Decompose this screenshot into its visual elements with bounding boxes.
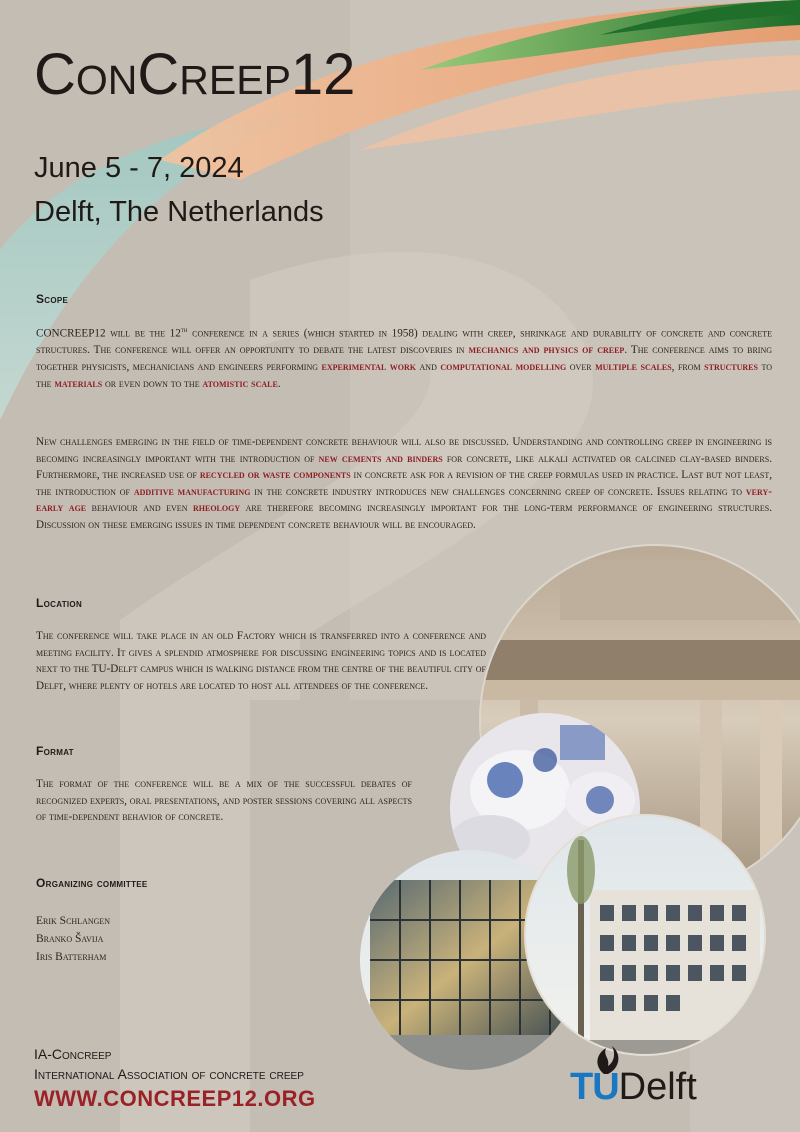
highlighted-term: additive manufacturing [133, 485, 251, 498]
format-heading: Format [36, 744, 74, 758]
highlighted-term: computational modelling [440, 360, 567, 373]
scope-paragraph-1 [36, 322, 772, 392]
highlighted-term: materials [54, 377, 103, 390]
logo-tu: TU [570, 1066, 619, 1108]
logo-delft: Delft [618, 1066, 697, 1108]
text-run: CONCREEP12 will be the 12 [36, 327, 181, 340]
text-run: in the concrete industry introduces new challenges concerning creep of concrete. Issues relating to [250, 485, 746, 498]
location-heading: Location [36, 596, 83, 610]
highlighted-term: rheology [193, 502, 241, 515]
tudelft-logo-text [570, 1066, 697, 1109]
committee-member: Branko Šavija [36, 933, 104, 945]
highlighted-term: very-early age [36, 485, 772, 515]
committee-heading: Organizing committee [36, 876, 148, 890]
highlighted-term: structures [704, 360, 758, 373]
website-link[interactable]: WWW.CONCREEP12.ORG [34, 1086, 316, 1111]
location-paragraph: The conference will take place in an old Factory which is transferred into a conference and meeting facility. It gives a splendid atmosphere for discussing engineering topics and is located next to the TU-Delft campus which is walking distance from the centre of the beautiful city of Delft, where plenty of hotels are located to host all attendees of the conference. [36, 630, 486, 692]
text-run: conference in a series (which started in 1958) dealing with creep, shrinkage and durability of concrete and concrete structures. The conference will offer an opportunity to debate the latest discoveries in [36, 327, 773, 357]
text-run: New challenges emerging in the field of time-dependent concrete behaviour will also be discussed. Understanding and controlling creep in engineering is becoming increasingly important with the introduction of [36, 436, 772, 465]
text-run: in concrete ask for a revision of the creep formulas used in practice. Last but not least, the introduction of [36, 469, 773, 498]
text-run: to the [36, 360, 772, 390]
text-run: for concrete, like alkali activated or calcined clay-based binders. Furthermore, the increased use of [36, 452, 773, 482]
text-run: are therefore becoming increasingly important for the long-term performance of engineering structures. Discussion on these emerging issues in time dependent concrete behaviour will be encouraged. [36, 502, 772, 531]
text-run: th [180, 326, 188, 334]
text-run: or even down to the [102, 377, 203, 390]
text-run: . [277, 377, 281, 390]
highlighted-term: multiple scales [595, 360, 672, 373]
committee-list [36, 912, 110, 966]
text-run: and [416, 360, 441, 373]
highlighted-term: new cements and binders [318, 452, 443, 465]
text-run: , from [671, 360, 705, 373]
tudelft-logo [570, 1040, 750, 1110]
committee-member: Iris Batterham [36, 951, 107, 963]
text-run: over [566, 360, 596, 373]
highlighted-term: experimental work [321, 360, 417, 373]
highlighted-term: recycled or waste components [199, 469, 351, 482]
format-paragraph: The format of the conference will be a mix of the successful debates of recognized experts, oral presentations, and poster sessions covering all aspects of time-dependent behavior of concrete. [36, 778, 412, 824]
conference-location: Delft, The Netherlands [34, 196, 324, 228]
highlighted-term: atomistic scale [202, 377, 278, 390]
conference-title: ConCreep12 [34, 42, 356, 107]
committee-member: Erik Schlangen [36, 915, 111, 927]
highlighted-term: mechanics and physics of creep [468, 344, 625, 357]
text-run: behaviour and even [86, 502, 193, 515]
text-run: . The conference aims to bring together physicists, mechanicians and engineers performing [36, 344, 773, 373]
association-short-name: IA-Concreep [34, 1046, 112, 1062]
scope-paragraph-2 [36, 434, 772, 534]
conference-date: June 5 - 7, 2024 [34, 152, 244, 184]
association-full-name: International Association of concrete creep [34, 1066, 304, 1082]
scope-heading: Scope [36, 292, 69, 306]
